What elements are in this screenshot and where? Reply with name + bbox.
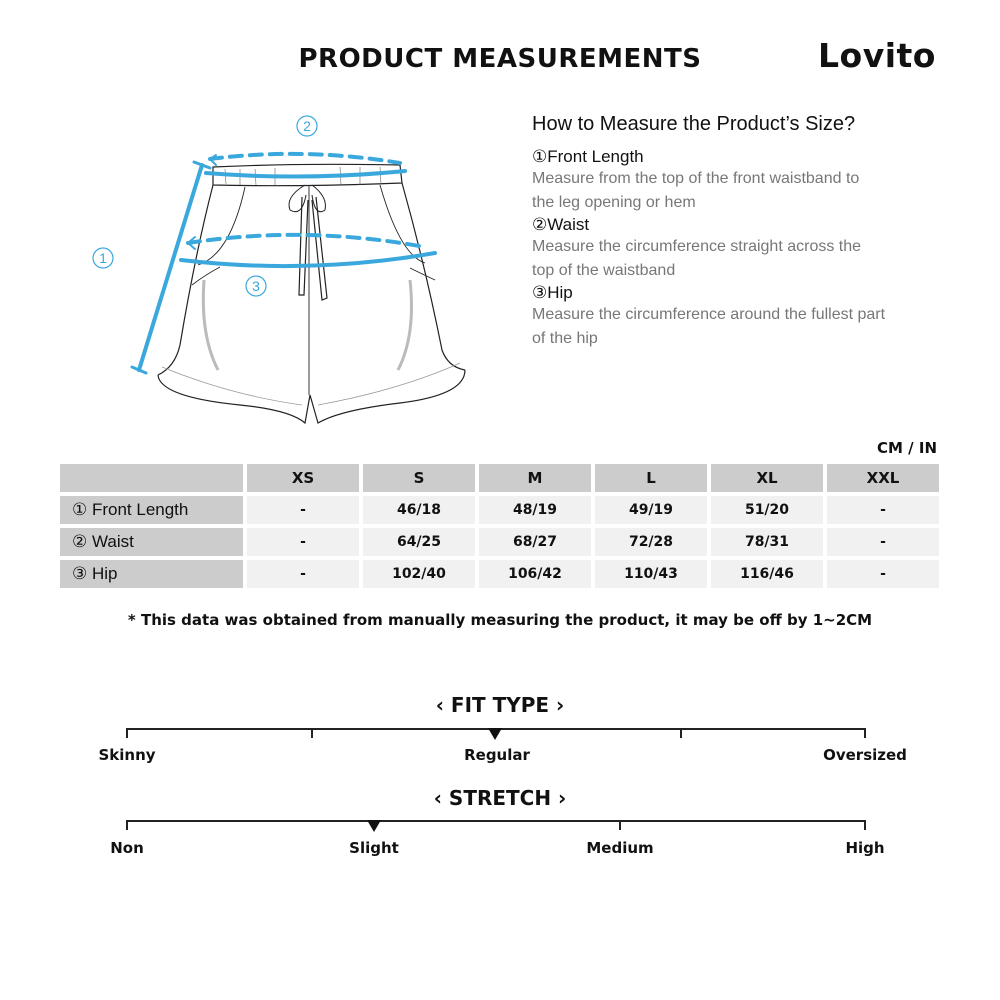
stretch-label-high: High (845, 839, 885, 857)
table-row (60, 496, 939, 524)
instructions-heading: How to Measure the Product’s Size? (532, 113, 856, 135)
scale-tick (680, 728, 682, 738)
stretch-marker-icon (367, 820, 381, 832)
instruction-front-length (532, 147, 952, 215)
column-header: S (363, 464, 475, 492)
fit-type-label-skinny: Skinny (98, 746, 156, 764)
stretch-label-medium: Medium (586, 839, 654, 857)
scale-tick (864, 728, 866, 738)
table-cell: 49/19 (595, 496, 707, 524)
shorts-diagram (80, 105, 480, 435)
table-cell: 102/40 (363, 560, 475, 588)
table-header-row (60, 464, 939, 492)
stretch-scale-line (126, 820, 866, 822)
column-header: XS (247, 464, 359, 492)
stretch-label-slight: Slight (349, 839, 399, 857)
table-row (60, 560, 939, 588)
unit-label: CM / IN (877, 439, 937, 457)
measurement-note: * This data was obtained from manually measuring the product, it may be off by 1~2CM (127, 611, 873, 629)
row-label: ② Waist (60, 528, 243, 556)
table-cell: 51/20 (711, 496, 823, 524)
instruction-desc: top of the waistband (532, 262, 676, 279)
size-table (56, 460, 943, 592)
table-cell: 48/19 (479, 496, 591, 524)
instruction-desc: Measure from the top of the front waistband to (532, 170, 860, 187)
stretch-label-non: Non (110, 839, 144, 857)
table-cell: 78/31 (711, 528, 823, 556)
column-header: L (595, 464, 707, 492)
table-cell: 116/46 (711, 560, 823, 588)
instruction-label: ②Waist (532, 215, 590, 234)
svg-text:1: 1 (99, 250, 107, 266)
scale-tick (619, 820, 621, 830)
table-cell: - (247, 560, 359, 588)
instruction-desc: of the hip (532, 330, 598, 347)
row-label: ③ Hip (60, 560, 243, 588)
table-cell: - (827, 528, 939, 556)
fit-type-title: ‹ FIT TYPE › (435, 693, 565, 717)
table-cell: - (247, 528, 359, 556)
scale-tick (126, 728, 128, 738)
table-cell: - (827, 496, 939, 524)
instruction-label: ③Hip (532, 283, 573, 302)
scale-tick (864, 820, 866, 830)
row-label: ① Front Length (60, 496, 243, 524)
fit-type-label-oversized: Oversized (823, 746, 907, 764)
scale-tick (311, 728, 313, 738)
table-cell: - (247, 496, 359, 524)
table-cell: 110/43 (595, 560, 707, 588)
instruction-desc: the leg opening or hem (532, 194, 696, 211)
svg-text:3: 3 (252, 278, 260, 294)
table-cell: 46/18 (363, 496, 475, 524)
stretch-title: ‹ STRETCH › (433, 786, 567, 810)
instruction-label: ①Front Length (532, 147, 644, 166)
fit-type-label-regular: Regular (464, 746, 530, 764)
table-cell: 106/42 (479, 560, 591, 588)
instruction-desc: Measure the circumference straight across the (532, 238, 862, 255)
table-cell: 68/27 (479, 528, 591, 556)
column-header (60, 464, 243, 492)
column-header: XXL (827, 464, 939, 492)
page-title: PRODUCT MEASUREMENTS (298, 44, 702, 74)
table-cell: 72/28 (595, 528, 707, 556)
instructions-list (532, 147, 952, 351)
column-header: M (479, 464, 591, 492)
fit-type-marker-icon (488, 728, 502, 740)
svg-text:2: 2 (303, 118, 311, 134)
brand-logo: Lovito (818, 36, 936, 75)
instruction-hip (532, 283, 952, 351)
instruction-waist (532, 215, 952, 283)
scale-tick (126, 820, 128, 830)
table-row (60, 528, 939, 556)
table-cell: - (827, 560, 939, 588)
instruction-desc: Measure the circumference around the fullest part (532, 306, 886, 323)
column-header: XL (711, 464, 823, 492)
table-cell: 64/25 (363, 528, 475, 556)
